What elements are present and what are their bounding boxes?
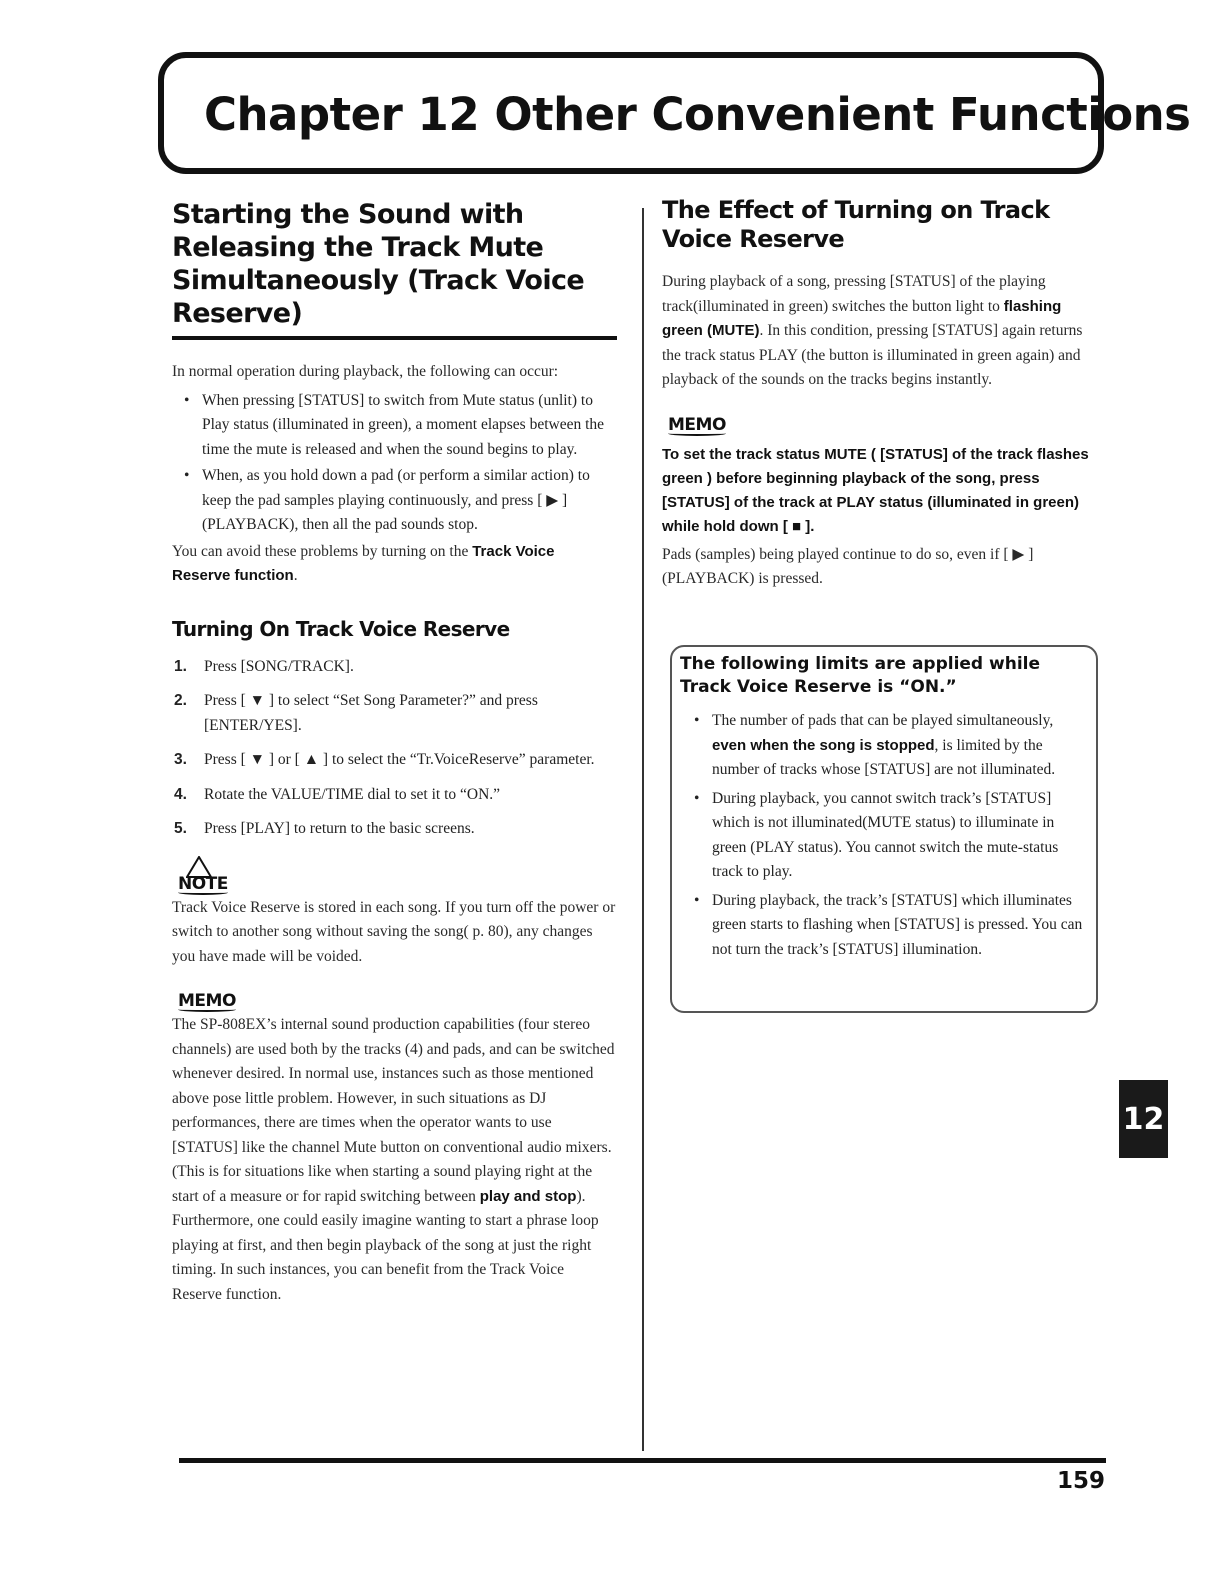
column-divider xyxy=(642,208,644,1451)
list-item: • During playback, you cannot switch track’s [STATUS] which is not illuminated(MUTE status) to illuminate in green (PLAY status). You cannot switch the mute-status track to play. xyxy=(694,789,1059,880)
limits-list xyxy=(680,709,1086,962)
memo-text: The SP-808EX’s internal sound production capabilities (four stereo channels) are used both by the tracks (4) and pads, and can be switched whenever desired. In normal use, instances such as those mentioned above pose little problem. However, in such situations as DJ performances, there are times when the operator wants to use [STATUS] like the channel Mute button on conventional audio mixers. (This is for situations like when starting a sound playing right at the start of a measure or for rapid switching between play and stop). Furthermore, one could easily imagine wanting to start a phrase loop playing at first, and then begin playback of the song at just the right timing. In such instances, you can benefit from the Track Voice Reserve function. xyxy=(172,1016,615,1303)
left-column xyxy=(172,198,617,1307)
section-heading: Starting the Sound with Releasing the Track Mute Simultaneously (Track Voice Reserve) xyxy=(172,198,617,340)
limits-title: The following limits are applied while Track Voice Reserve is “ON.” xyxy=(680,654,1041,697)
intro-paragraph: In normal operation during playback, the following can occur: xyxy=(172,363,559,380)
list-item: • The number of pads that can be played simultaneously, even when the song is stopped, is limited by the number of tracks whose [STATUS] are not illuminated. xyxy=(694,712,1056,778)
memo-text: Pads (samples) being played continue to do so, even if [ ▶ ] (PLAYBACK) is pressed. xyxy=(662,545,1034,587)
note-icon: NOTE xyxy=(178,873,228,894)
chapter-header xyxy=(158,52,1191,174)
footer-rule xyxy=(179,1458,1106,1463)
list-item: • When pressing [STATUS] to switch from Mute status (unlit) to Play status (illuminated in green), a moment elapses between the time the mute is released and when the sound begins to play. xyxy=(184,391,605,458)
avoid-paragraph: You can avoid these problems by turning on the Track Voice Reserve function. xyxy=(172,542,555,584)
step-item: 2. Press [ ▼ ] to select “Set Song Parameter?” and press [ENTER/YES]. xyxy=(174,692,538,734)
subsection-heading: Turning On Track Voice Reserve xyxy=(172,616,510,641)
list-item: • During playback, the track’s [STATUS] which illuminates green starts to flashing when [STATUS] is pressed. You can not turn the track’s [STATUS] illumination. xyxy=(694,891,1083,958)
step-item: 4. Rotate the VALUE/TIME dial to set it to “ON.” xyxy=(174,785,501,803)
section-heading: The Effect of Turning on Track Voice Reserve xyxy=(662,196,1050,253)
chapter-tab: 12 xyxy=(1119,1080,1168,1158)
step-item: 5. Press [PLAY] to return to the basic screens. xyxy=(174,820,475,837)
memo-icon: MEMO xyxy=(668,414,726,435)
problem-list xyxy=(172,389,617,538)
page-number: 159 xyxy=(1056,1468,1105,1494)
step-item: 3. Press [ ▼ ] or [ ▲ ] to select the “Tr.VoiceReserve” parameter. xyxy=(174,751,595,768)
limits-box xyxy=(670,645,1098,1013)
chapter-title: Chapter 12 Other Convenient Functions xyxy=(204,88,1191,141)
list-item: • When, as you hold down a pad (or perform a similar action) to keep the pad samples playing continuously, and press [ ▶ ] (PLAYBACK), then all the pad sounds stop. xyxy=(184,467,590,533)
step-item: 1. Press [SONG/TRACK]. xyxy=(174,657,354,675)
memo-bold-text: To set the track status MUTE ( [STATUS] of the track flashes green ) before beginning playback of the song, press [STATUS] of the track at PLAY status (illuminated in green) while hold down [ ■ ]. xyxy=(662,445,1089,535)
effect-paragraph: During playback of a song, pressing [STATUS] of the playing track(illuminated in green) switches the button light to flashing green (MUTE). In this condition, pressing [STATUS] again returns the track status PLAY (the button is illuminated in green again) and playback of the sounds on the tracks begins instantly. xyxy=(662,273,1083,388)
memo-icon: MEMO xyxy=(178,991,236,1011)
right-column xyxy=(662,196,1102,592)
steps-list xyxy=(172,655,617,842)
note-text: Track Voice Reserve is stored in each song. If you turn off the power or switch to another song without saving the song( p. 80), any changes you have made will be voided. xyxy=(172,898,616,965)
